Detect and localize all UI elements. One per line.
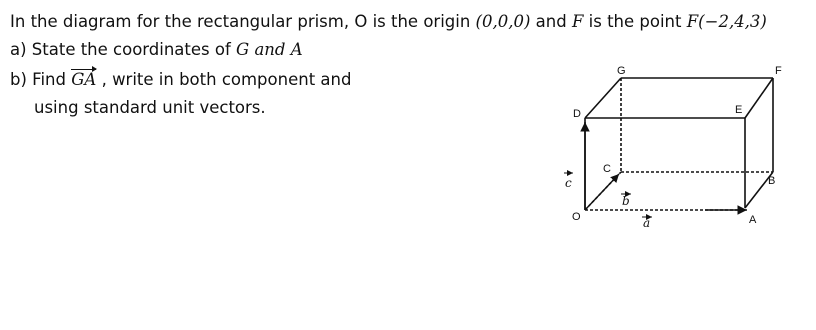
part-a-prefix: a) State the coordinates of [10,40,237,59]
part-b-prefix: b) Find [10,70,72,89]
label-f: F [775,65,782,77]
intro-prefix: In the diagram for the rectangular prism, O is the origin [10,12,476,31]
prism-diagram [555,60,785,235]
intro-is-point: is the point [583,12,687,31]
vector-c-label [564,173,573,190]
label-e: E [735,104,743,116]
vector-b-label [621,194,631,208]
origin-coords: (0,0,0) [475,12,531,31]
label-c: C [603,163,611,175]
part-a [10,40,303,59]
vector-ga: GA [71,70,97,89]
label-g: G [617,65,626,77]
vector-b-arrow [585,174,619,210]
prism-edges [585,78,776,210]
part-a-math: G and A [236,40,303,59]
label-a: A [749,214,757,226]
vector-c-text: c [565,176,572,190]
f-symbol: F [571,12,584,31]
vector-a-label [642,216,652,230]
part-b-line2: using standard unit vectors. [34,98,266,117]
f-coords: F(−2,4,3) [686,12,767,31]
label-d: D [573,108,581,120]
problem-intro [10,12,767,31]
intro-mid: and [530,12,572,31]
vector-b-text: b [622,194,630,208]
label-o: O [572,211,581,223]
part-b [10,70,351,89]
part-b-suffix: , write in both component and [96,70,352,89]
label-b: B [768,175,776,187]
vector-a-text: a [643,216,651,230]
